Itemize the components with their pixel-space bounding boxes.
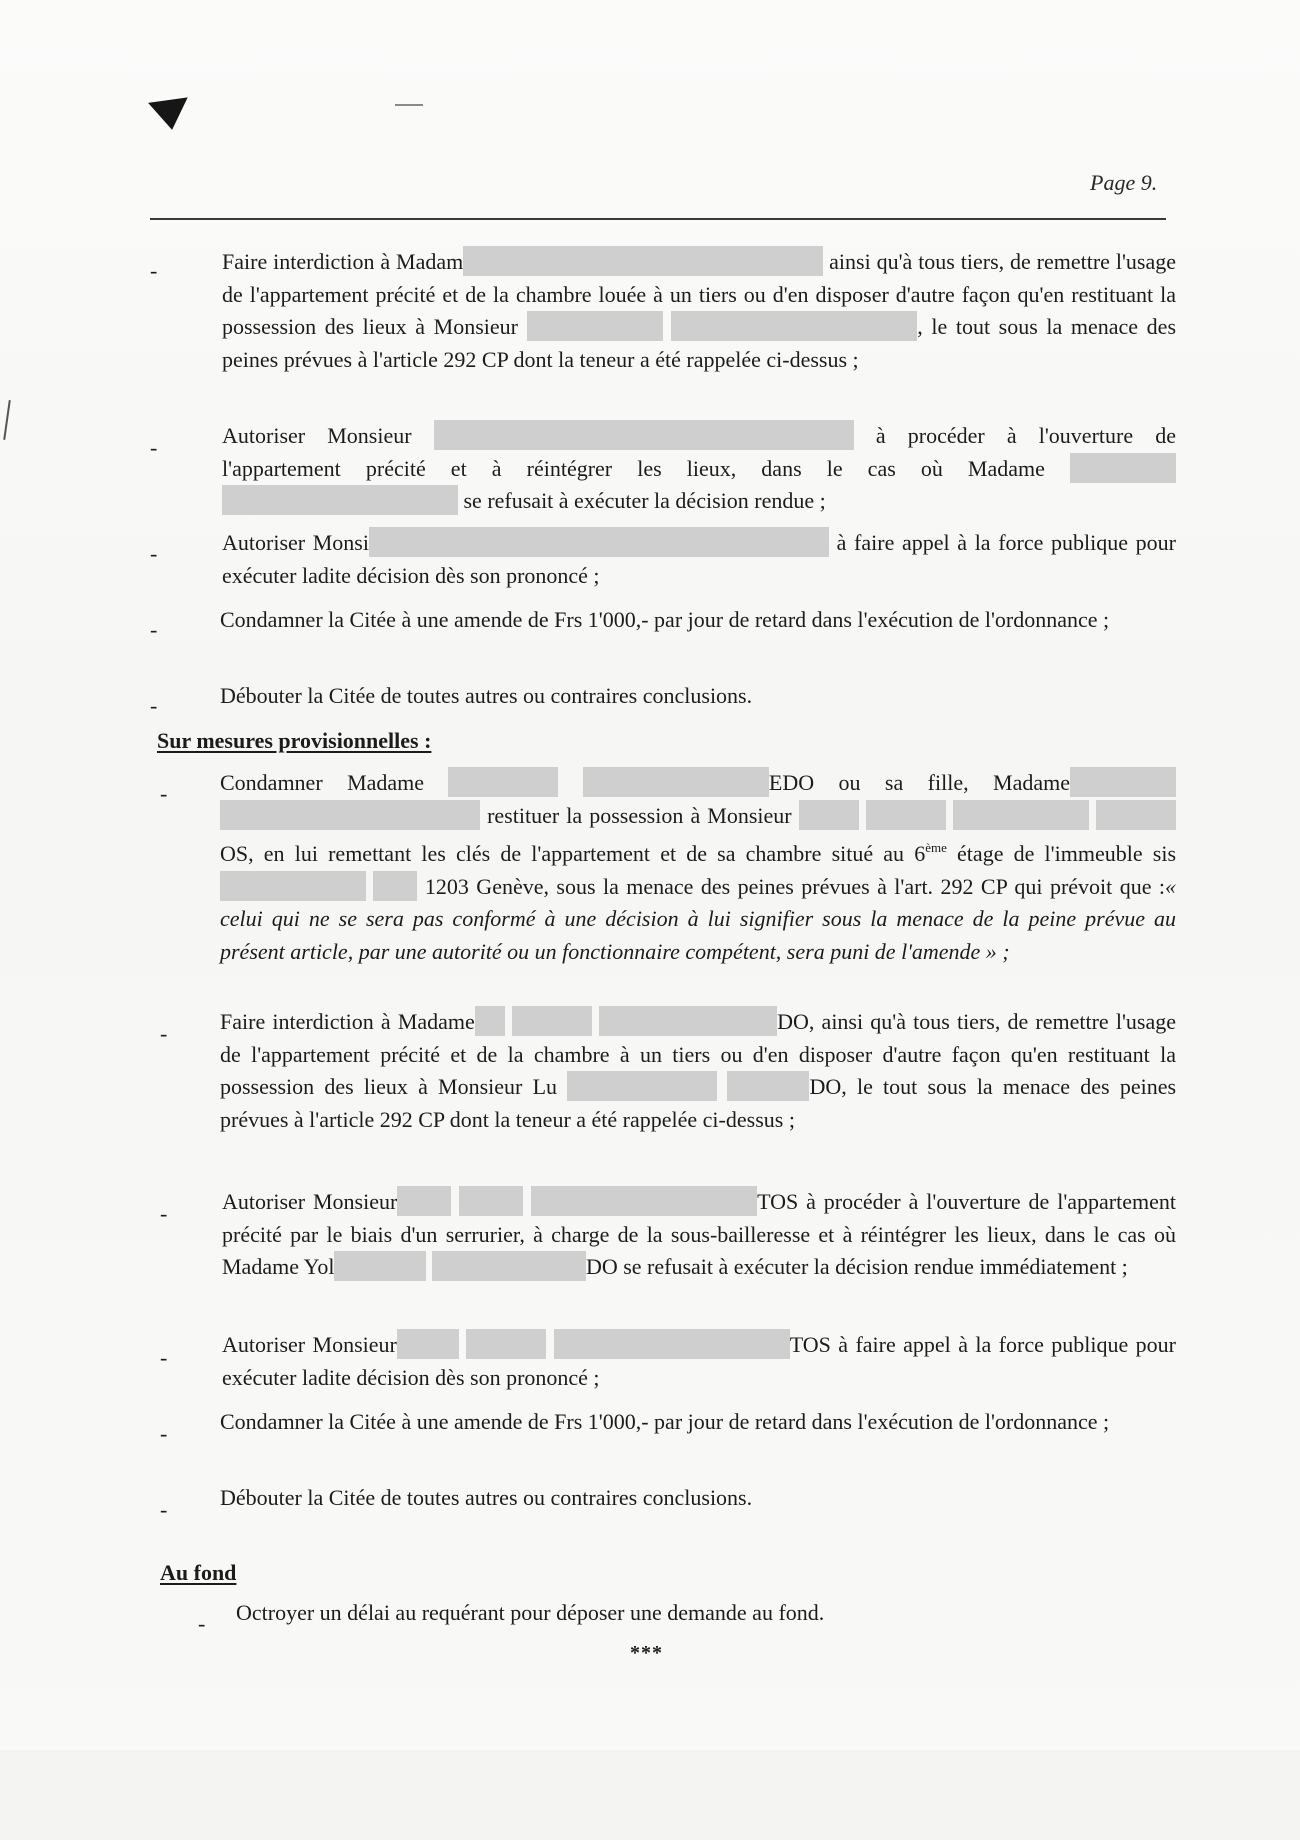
redaction-box: [463, 246, 823, 276]
item-text: Autoriser Monsieur: [222, 423, 412, 448]
conclusion-item: [236, 1597, 1176, 1630]
conclusion-item: [220, 1006, 1176, 1136]
item-text: 1203 Genève, sous la menace des peines prévues à l'art. 292 CP qui prévoit que :: [424, 873, 1166, 899]
item-text: se refusait à exécuter la décision rendue ;: [463, 488, 826, 513]
redaction-box: [727, 1071, 809, 1101]
conclusion-item: [222, 1329, 1176, 1394]
bullet: -: [160, 781, 168, 806]
redaction-box: [1070, 767, 1176, 797]
bullet: -: [160, 1497, 168, 1522]
item-text: à procéder à l'ouverture de l'appartement précité et à réintégrer les lieux, dans le cas où Madame: [222, 423, 1176, 481]
redaction-box: [432, 1251, 586, 1281]
redaction-box: [369, 527, 829, 557]
page-number: Page 9.: [1090, 170, 1158, 195]
item-text: Condamner la Citée à une amende de Frs 1'000,- par jour de retard dans l'exécution de l'ordonnance ;: [220, 1409, 1110, 1434]
margin-mark: [3, 400, 11, 440]
bullet: -: [160, 1201, 168, 1226]
item-text: DO, ainsi qu'à tous tiers, de remettre l'usage de l'appartement précité et de la chambre à un tiers ou d'en disposer d'autre façon qu'en restituant la possession des lieux à Monsieur Lu: [220, 1009, 1177, 1099]
bullet: -: [150, 541, 158, 566]
redaction-box: [567, 1071, 717, 1101]
redaction-box: [866, 800, 946, 830]
item-text: restituer la possession à Monsieur: [487, 802, 792, 828]
redaction-box: [397, 1329, 459, 1359]
redaction-box: [434, 420, 854, 450]
item-text: étage de l'immeuble sis: [957, 841, 1177, 866]
bullet: -: [160, 1021, 168, 1046]
conclusion-item: [220, 604, 1176, 637]
item-text: , le tout sous la menace des peines prévues à l'article 292 CP dont la teneur a été rappelée ci-dessus ;: [222, 314, 1177, 372]
item-text: Octroyer un délai au requérant pour déposer une demande au fond.: [236, 1600, 825, 1625]
redaction-box: [1070, 453, 1176, 483]
item-text: Condamner la Citée à une amende de Frs 1'000,- par jour de retard dans l'exécution de l'ordonnance ;: [220, 607, 1110, 632]
item-text: à faire appel à la force publique pour exécuter ladite décision dès son prononcé ;: [222, 530, 1177, 588]
item-text: OS, en lui remettant les clés de l'appartement et de sa chambre situé au 6: [220, 841, 926, 866]
header-rule: [150, 218, 1166, 220]
redaction-box: [527, 311, 663, 341]
item-text: EDO ou sa fille, Madame: [768, 770, 1070, 795]
redaction-box: [373, 871, 417, 901]
bullet: -: [150, 617, 158, 642]
redaction-box: [953, 800, 1089, 830]
item-text: Autoriser Monsieur: [222, 1332, 397, 1357]
conclusion-item: [220, 680, 1176, 713]
corner-scan-mark: [148, 97, 192, 132]
item-quote: « celui qui ne se sera pas conformé à une décision à lui signifier sous la menace de la peine prévue au présent article, par une autorité ou un fonctionnaire compétent, sera puni de l'amende » ;: [220, 873, 1177, 964]
item-text: Débouter la Citée de toutes autres ou contraires conclusions.: [220, 683, 753, 708]
scan-bottom-margin: [0, 1750, 1300, 1840]
redaction-box: [397, 1186, 451, 1216]
redaction-box: [583, 767, 769, 797]
closing-asterisks: ***: [630, 1642, 663, 1664]
section-heading: Au fond: [160, 1560, 237, 1585]
bullet: -: [150, 435, 158, 460]
scan-stroke: [395, 104, 423, 106]
item-text: Condamner Madame: [220, 770, 425, 795]
item-text: Autoriser Monsieur: [222, 1189, 398, 1214]
bullet: -: [198, 1611, 206, 1636]
redaction-box: [334, 1251, 426, 1281]
redaction-box: [466, 1329, 546, 1359]
section-heading: Sur mesures provisionnelles :: [157, 728, 432, 753]
item-text: Faire interdiction à Madam: [222, 249, 464, 274]
item-text: Autoriser Monsi: [222, 530, 369, 555]
bullet: -: [150, 693, 158, 718]
redaction-box: [459, 1186, 523, 1216]
conclusion-item: [222, 1186, 1176, 1284]
redaction-box: [384, 800, 480, 830]
redaction-box: [512, 1006, 592, 1036]
conclusion-item: [222, 527, 1176, 592]
item-text: Faire interdiction à Madame: [220, 1009, 475, 1034]
conclusion-item: [220, 767, 1176, 968]
superscript: ème: [925, 840, 947, 855]
redaction-box: [475, 1006, 505, 1036]
redaction-box: [599, 1006, 777, 1036]
conclusion-item: [222, 420, 1176, 518]
redaction-box: [799, 800, 859, 830]
redaction-box: [220, 800, 384, 830]
item-text: TOS à faire appel à la force publique pour exécuter ladite décision dès son prononcé ;: [222, 1332, 1177, 1390]
conclusion-item: [220, 1406, 1176, 1439]
redaction-box: [220, 871, 366, 901]
redaction-box: [531, 1186, 757, 1216]
redaction-box: [222, 485, 458, 515]
bullet: -: [160, 1345, 168, 1370]
conclusion-item: [222, 246, 1176, 376]
redaction-box: [554, 1329, 790, 1359]
redaction-box: [671, 311, 917, 341]
bullet: -: [150, 258, 158, 283]
bullet: -: [160, 1421, 168, 1446]
item-text: ainsi qu'à tous tiers, de remettre l'usage de l'appartement précité et de la chambre louée à un tiers ou d'en disposer d'autre façon qu'en restituant la possession des lieux à Monsieur: [222, 249, 1177, 339]
redaction-box: [448, 767, 558, 797]
item-text: DO se refusait à exécuter la décision rendue immédiatement ;: [585, 1254, 1128, 1279]
item-text: Débouter la Citée de toutes autres ou contraires conclusions.: [220, 1485, 753, 1510]
conclusion-item: [220, 1482, 1176, 1515]
item-text: TOS à procéder à l'ouverture de l'appartement précité par le biais d'un serrurier, à charge de la sous-bailleresse et à réintégrer les lieux, dans le cas où Madame Yol: [222, 1189, 1176, 1279]
item-text: DO, le tout sous la menace des peines prévues à l'article 292 CP dont la teneur a été rappelée ci-dessus ;: [220, 1074, 1177, 1132]
redaction-box: [1096, 800, 1176, 830]
